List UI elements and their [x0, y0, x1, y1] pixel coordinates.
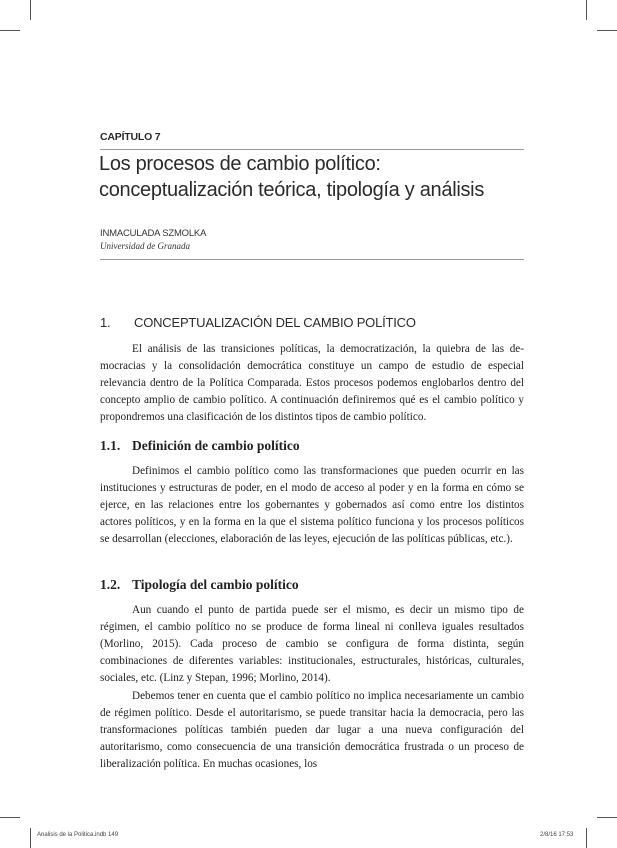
- crop-mark: [0, 30, 20, 31]
- crop-mark: [597, 30, 617, 31]
- subsection-title: Tipología del cambio político: [132, 577, 299, 592]
- body-paragraph: Aun cuando el punto de partida puede ser el mismo, es decir un mismo tipo de régimen, el cambio político no se produce de forma lineal ni conlleva iguales resultados (Morlino, 2015). Cada proceso de cambio se configura de forma distinta, según combinaciones de diferentes variables: institucionales, estructurales, históricas, culturales, sociales, etc. (Linz y Stepan, 1996; Morlino, 2014).: [100, 604, 524, 685]
- section-heading: [100, 315, 416, 330]
- footer-file-info: Analisis de la Politica.indb 149: [37, 832, 119, 838]
- crop-mark: [586, 0, 587, 20]
- chapter-rule: [100, 149, 524, 150]
- footer-timestamp: 2/8/16 17:53: [540, 832, 574, 838]
- body-paragraph: El análisis de las transiciones políticas, la democratización, la quiebra de las democracias y la consolidación democrática constituye un campo de estudio de especial relevancia dentro de la Política Comparada. Estos procesos podemos englobarlos dentro del concepto amplio de cambio político. A continuación definiremos qué es el cambio político y propondremos una clasificación de los distintos tipos de cambio político.: [100, 343, 524, 424]
- section-title: CONCEPTUALIZACIÓN DEL CAMBIO POLÍTICO: [134, 315, 416, 330]
- crop-mark: [30, 828, 31, 848]
- author-name: INMACULADA SZMOLKA: [100, 228, 207, 239]
- crop-mark: [586, 828, 587, 848]
- section-number: 1.: [100, 315, 111, 330]
- crop-mark: [30, 0, 31, 20]
- body-paragraph: Definimos el cambio político como las transformaciones que pueden ocurrir en las instituciones y estructuras de poder, en el modo de acceso al poder y en la forma en cómo se ejerce, en las relaciones entre los gobernantes y gobernados así como entre los distintos actores políticos, y en la forma en la que el sistema político funciona y los procesos políticos se desarrollan (elecciones, elaboración de las leyes, ejecución de las políticas públicas, etc.).: [100, 465, 524, 546]
- chapter-label: CAPÍTULO 7: [100, 131, 161, 143]
- subsection-heading: [100, 577, 299, 593]
- subsection-number: 1.2.: [100, 577, 121, 592]
- subsection-number: 1.1.: [100, 438, 121, 453]
- crop-mark: [597, 817, 617, 818]
- subsection-title: Definición de cambio político: [132, 438, 300, 453]
- author-rule: [100, 259, 524, 260]
- crop-mark: [0, 817, 20, 818]
- author-affiliation: Universidad de Granada: [100, 241, 190, 251]
- subsection-heading: [100, 438, 300, 454]
- chapter-title: Los procesos de cambio político: conceptualización teórica, tipología y análisis: [99, 153, 485, 201]
- body-paragraph: Debemos tener en cuenta que el cambio político no implica necesariamente un cambio de régimen político. Desde el autoritarismo, se puede transitar hacia la democracia, pero las transformaciones políticas también pueden dar lugar a una nueva configuración del autoritarismo, como consecuencia de una transición democrática frustrada o un proceso de liberalización política. En muchas ocasiones, los: [100, 690, 524, 771]
